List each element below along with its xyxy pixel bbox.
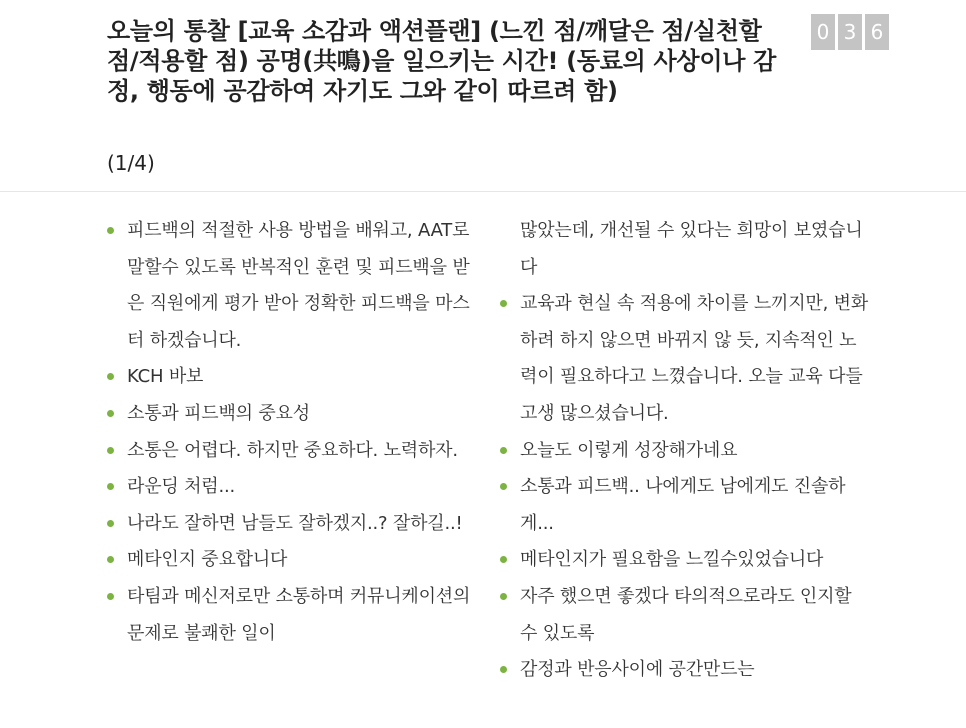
response-item: 피드백의 적절한 사용 방법을 배워고, AAT로 말할수 있도록 반복적인 훈련 및 피드백을 받은 직원에게 평가 받아 정확한 피드백을 마스터 하겠습니다. xyxy=(107,213,479,359)
responses-left-column xyxy=(107,213,479,652)
response-item: 소통과 피드백.. 나에게도 남에게도 진솔하게... xyxy=(500,469,872,542)
response-item-continuation: 많았는데, 개선될 수 있다는 희망이 보였습니다 xyxy=(520,220,863,278)
response-item: 자주 했으면 좋겠다 타의적으로라도 인지할 수 있도록 xyxy=(500,579,872,652)
response-item: 메타인지 중요합니다 xyxy=(107,542,479,579)
page-indicator: (1/4) xyxy=(107,151,155,175)
response-item: 메타인지가 필요함을 느낄수있었습니다 xyxy=(500,542,872,579)
response-item: 타팀과 메신저로만 소통하며 커뮤니케이션의 문제로 불쾌한 일이 xyxy=(107,579,479,652)
responses-right-column xyxy=(500,213,872,689)
counter-digit: 6 xyxy=(865,14,889,50)
response-item: 오늘도 이렇게 성장해가네요 xyxy=(500,433,872,470)
response-item: 감정과 반응사이에 공간만드는 xyxy=(500,652,872,689)
response-item: KCH 바보 xyxy=(107,359,479,396)
response-item: 라운딩 처럼... xyxy=(107,469,479,506)
response-item: 소통과 피드백의 중요성 xyxy=(107,396,479,433)
response-counter xyxy=(811,14,889,50)
response-item: 소통은 어렵다. 하지만 중요하다. 노력하자. xyxy=(107,433,479,470)
response-item: 나라도 잘하면 남들도 잘하겠지..? 잘하길..! xyxy=(107,506,479,543)
counter-digit: 0 xyxy=(811,14,835,50)
counter-digit: 3 xyxy=(838,14,862,50)
header xyxy=(0,0,966,192)
page-title: 오늘의 통찰 [교육 소감과 액션플랜] (느낀 점/깨달은 점/실천할 점/적용할 점) 공명(共鳴)을 일으키는 시간! (동료의 사상이나 감정, 행동에 공감하여 자기도 그와 같이 따르려 함) xyxy=(107,17,777,105)
response-item: 교육과 현실 속 적용에 차이를 느끼지만, 변화하려 하지 않으면 바뀌지 않 듯, 지속적인 노력이 필요하다고 느꼈습니다. 오늘 교육 다들 고생 많으셨습니다. xyxy=(500,286,872,432)
